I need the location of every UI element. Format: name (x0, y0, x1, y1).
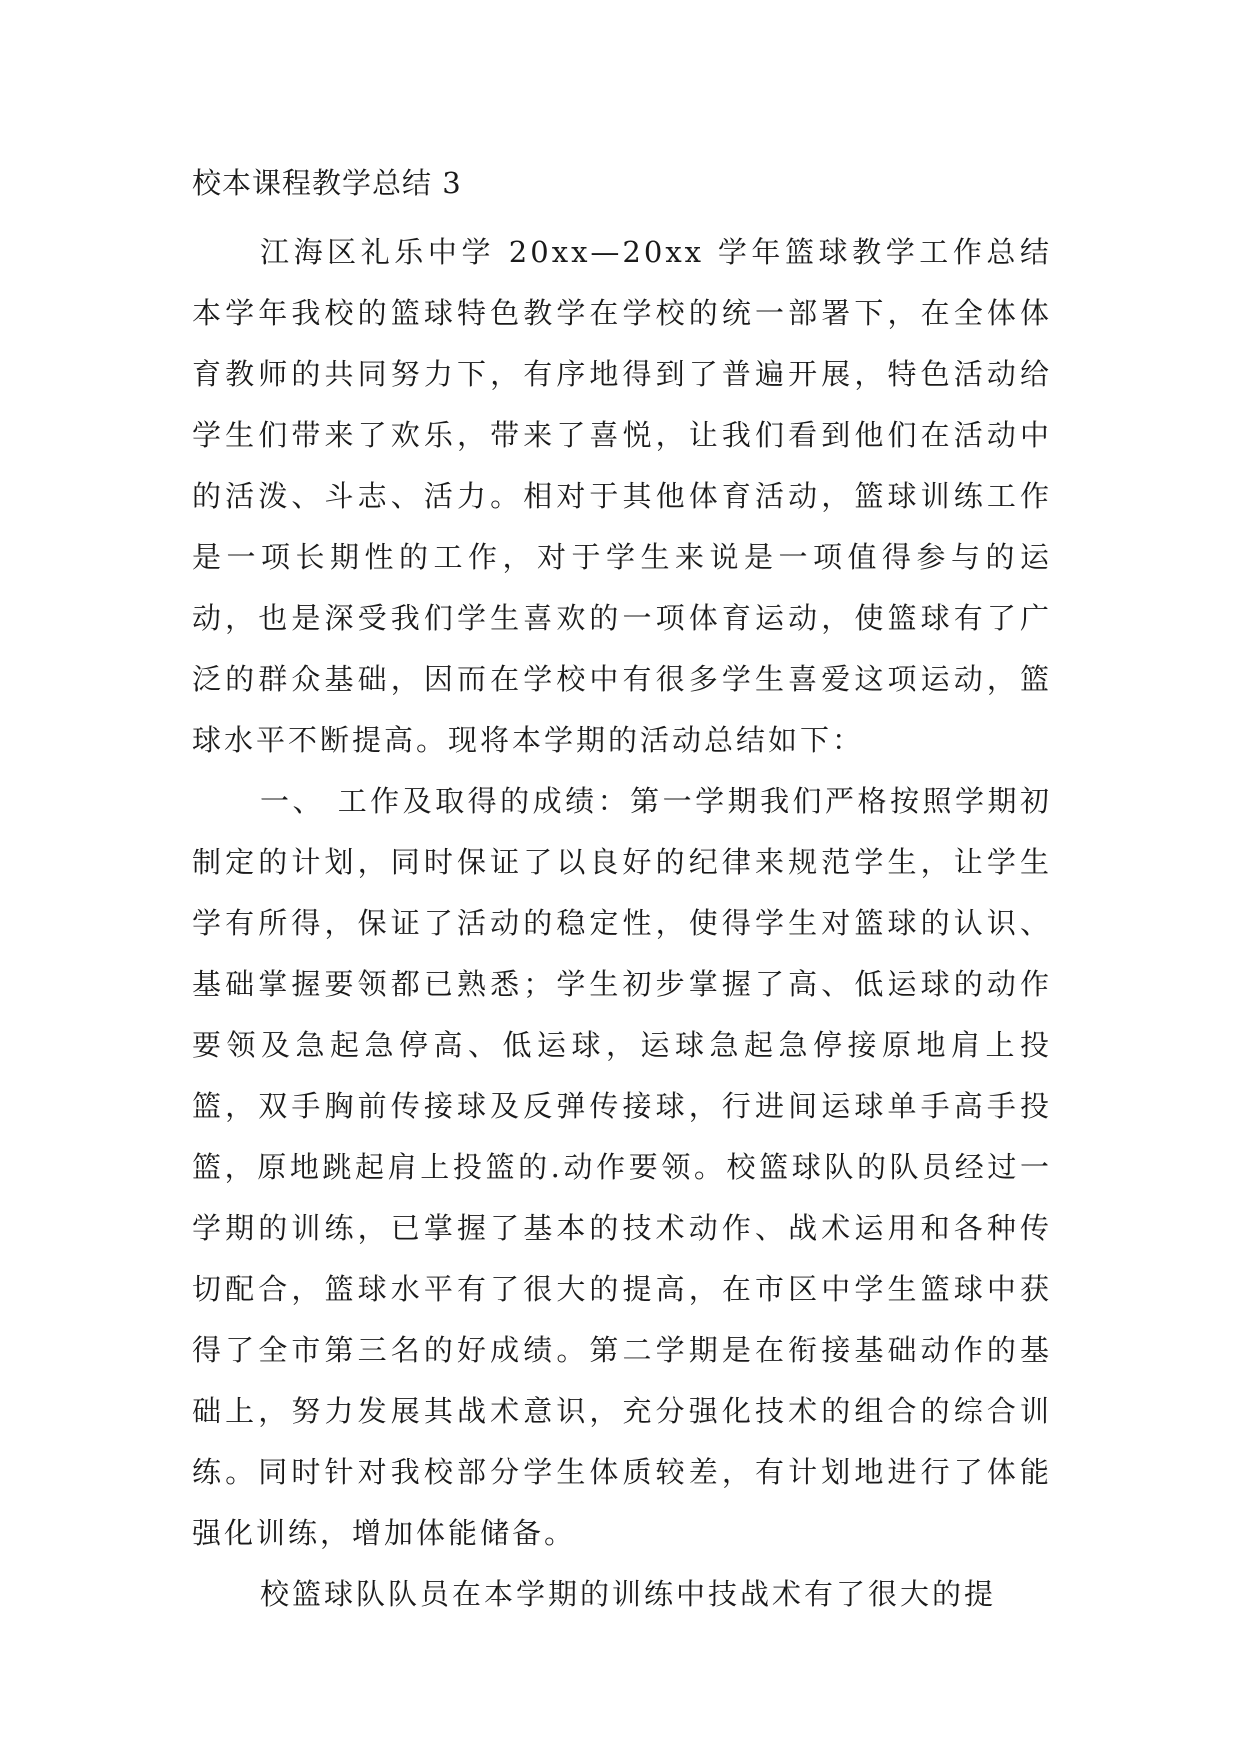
paragraph-achievements: 一、 工作及取得的成绩：第一学期我们严格按照学期初制定的计划，同时保证了以良好的纪律来规范学生，让学生学有所得，保证了活动的稳定性，使得学生对篮球的认识、基础掌握要领都已熟悉；学生初步掌握了高、低运球的动作要领及急起急停高、低运球，运球急起急停接原地肩上投篮，双手胸前传接球及反弹传接球，行进间运球单手高手投篮，原地跳起肩上投篮的.动作要领。校篮球队的队员经过一学期的训练，已掌握了基本的技术动作、战术运用和各种传切配合，篮球水平有了很大的提高，在市区中学生篮球中获得了全市第三名的好成绩。第二学期是在衔接基础动作的基础上，努力发展其战术意识，充分强化技术的组合的综合训练。同时针对我校部分学生体质较差，有计划地进行了体能强化训练，增加体能储备。 (192, 784, 1052, 1550)
paragraph-intro: 江海区礼乐中学 20xx—20xx 学年篮球教学工作总结 本学年我校的篮球特色教学在学校的统一部署下，在全体体育教师的共同努力下，有序地得到了普遍开展，特色活动给学生们带来了欢乐，带来了喜悦，让我们看到他们在活动中的活泼、斗志、活力。相对于其他体育活动，篮球训练工作是一项长期性的工作，对于学生来说是一项值得参与的运动，也是深受我们学生喜欢的一项体育运动，使篮球有了广泛的群众基础，因而在学校中有很多学生喜爱这项运动，篮球水平不断提高。现将本学期的活动总结如下： (192, 235, 1052, 757)
document-title: 校本课程教学总结 3 (192, 166, 462, 200)
paragraph-team: 校篮球队队员在本学期的训练中技战术有了很大的提 (260, 1577, 997, 1611)
document-body (192, 222, 1052, 1625)
